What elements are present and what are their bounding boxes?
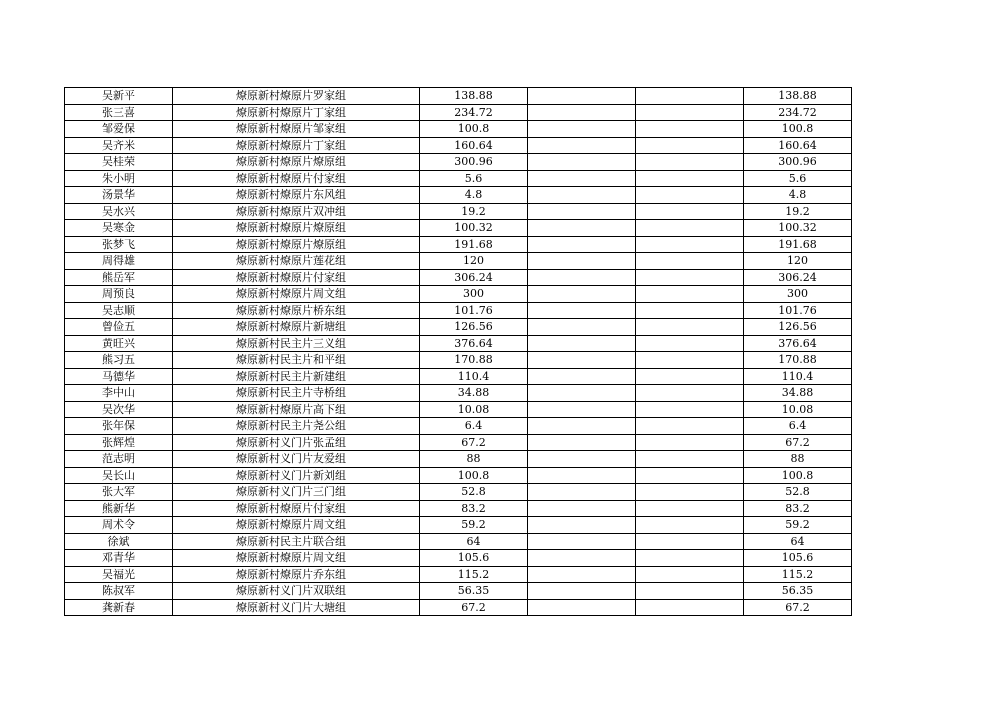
total-cell: 376.64 bbox=[744, 335, 852, 352]
empty-cell bbox=[636, 566, 744, 583]
area-cell: 燎原新村民主片和平组 bbox=[173, 352, 420, 369]
amount-cell: 88 bbox=[420, 451, 528, 468]
area-cell: 燎原新村燎原片东风组 bbox=[173, 187, 420, 204]
amount-cell: 5.6 bbox=[420, 170, 528, 187]
empty-cell bbox=[528, 286, 636, 303]
table-row bbox=[65, 418, 852, 435]
name-cell: 张年保 bbox=[65, 418, 173, 435]
empty-cell bbox=[528, 434, 636, 451]
empty-cell bbox=[636, 484, 744, 501]
empty-cell bbox=[528, 170, 636, 187]
empty-cell bbox=[636, 467, 744, 484]
empty-cell bbox=[636, 220, 744, 237]
area-cell: 燎原新村义门片张孟组 bbox=[173, 434, 420, 451]
empty-cell bbox=[636, 236, 744, 253]
name-cell: 张大军 bbox=[65, 484, 173, 501]
amount-cell: 67.2 bbox=[420, 434, 528, 451]
empty-cell bbox=[528, 566, 636, 583]
name-cell: 徐斌 bbox=[65, 533, 173, 550]
amount-cell: 110.4 bbox=[420, 368, 528, 385]
empty-cell bbox=[528, 418, 636, 435]
empty-cell bbox=[636, 401, 744, 418]
area-cell: 燎原新村燎原片桥东组 bbox=[173, 302, 420, 319]
area-cell: 燎原新村燎原片乔东组 bbox=[173, 566, 420, 583]
name-cell: 黄旺兴 bbox=[65, 335, 173, 352]
amount-cell: 19.2 bbox=[420, 203, 528, 220]
amount-cell: 306.24 bbox=[420, 269, 528, 286]
area-cell: 燎原新村燎原片燎原组 bbox=[173, 154, 420, 171]
total-cell: 88 bbox=[744, 451, 852, 468]
empty-cell bbox=[528, 451, 636, 468]
empty-cell bbox=[528, 121, 636, 138]
area-cell: 燎原新村民主片尧公组 bbox=[173, 418, 420, 435]
table-row bbox=[65, 203, 852, 220]
total-cell: 126.56 bbox=[744, 319, 852, 336]
empty-cell bbox=[528, 269, 636, 286]
total-cell: 6.4 bbox=[744, 418, 852, 435]
total-cell: 100.32 bbox=[744, 220, 852, 237]
empty-cell bbox=[528, 220, 636, 237]
empty-cell bbox=[528, 517, 636, 534]
amount-cell: 6.4 bbox=[420, 418, 528, 435]
area-cell: 燎原新村义门片友爱组 bbox=[173, 451, 420, 468]
area-cell: 燎原新村燎原片莲花组 bbox=[173, 253, 420, 270]
name-cell: 吴志顺 bbox=[65, 302, 173, 319]
name-cell: 熊岳军 bbox=[65, 269, 173, 286]
name-cell: 吴次华 bbox=[65, 401, 173, 418]
empty-cell bbox=[528, 236, 636, 253]
amount-cell: 300 bbox=[420, 286, 528, 303]
table-row bbox=[65, 500, 852, 517]
empty-cell bbox=[636, 434, 744, 451]
amount-cell: 138.88 bbox=[420, 88, 528, 105]
table-row bbox=[65, 484, 852, 501]
total-cell: 34.88 bbox=[744, 385, 852, 402]
total-cell: 160.64 bbox=[744, 137, 852, 154]
area-cell: 燎原新村燎原片付家组 bbox=[173, 500, 420, 517]
empty-cell bbox=[636, 302, 744, 319]
table-row bbox=[65, 517, 852, 534]
name-cell: 张三喜 bbox=[65, 104, 173, 121]
amount-cell: 101.76 bbox=[420, 302, 528, 319]
name-cell: 吴福光 bbox=[65, 566, 173, 583]
area-cell: 燎原新村燎原片周文组 bbox=[173, 550, 420, 567]
name-cell: 范志明 bbox=[65, 451, 173, 468]
empty-cell bbox=[528, 401, 636, 418]
area-cell: 燎原新村民主片寺桥组 bbox=[173, 385, 420, 402]
empty-cell bbox=[636, 550, 744, 567]
total-cell: 83.2 bbox=[744, 500, 852, 517]
total-cell: 100.8 bbox=[744, 467, 852, 484]
table-row bbox=[65, 401, 852, 418]
area-cell: 燎原新村燎原片新塘组 bbox=[173, 319, 420, 336]
empty-cell bbox=[636, 418, 744, 435]
empty-cell bbox=[636, 88, 744, 105]
area-cell: 燎原新村燎原片周文组 bbox=[173, 286, 420, 303]
total-cell: 67.2 bbox=[744, 434, 852, 451]
total-cell: 100.8 bbox=[744, 121, 852, 138]
empty-cell bbox=[528, 583, 636, 600]
empty-cell bbox=[636, 253, 744, 270]
name-cell: 陈叔军 bbox=[65, 583, 173, 600]
table-body bbox=[65, 88, 852, 616]
empty-cell bbox=[636, 121, 744, 138]
total-cell: 19.2 bbox=[744, 203, 852, 220]
table-row bbox=[65, 154, 852, 171]
empty-cell bbox=[528, 137, 636, 154]
empty-cell bbox=[636, 385, 744, 402]
total-cell: 306.24 bbox=[744, 269, 852, 286]
amount-cell: 67.2 bbox=[420, 599, 528, 616]
total-cell: 300.96 bbox=[744, 154, 852, 171]
area-cell: 燎原新村燎原片邹家组 bbox=[173, 121, 420, 138]
amount-cell: 100.8 bbox=[420, 121, 528, 138]
empty-cell bbox=[528, 104, 636, 121]
table-row bbox=[65, 368, 852, 385]
empty-cell bbox=[528, 319, 636, 336]
name-cell: 曾俭五 bbox=[65, 319, 173, 336]
empty-cell bbox=[528, 385, 636, 402]
area-cell: 燎原新村燎原片罗家组 bbox=[173, 88, 420, 105]
area-cell: 燎原新村民主片三义组 bbox=[173, 335, 420, 352]
empty-cell bbox=[636, 352, 744, 369]
amount-cell: 120 bbox=[420, 253, 528, 270]
table-row bbox=[65, 352, 852, 369]
table-row bbox=[65, 550, 852, 567]
total-cell: 52.8 bbox=[744, 484, 852, 501]
total-cell: 191.68 bbox=[744, 236, 852, 253]
name-cell: 熊新华 bbox=[65, 500, 173, 517]
empty-cell bbox=[636, 104, 744, 121]
name-cell: 周得雄 bbox=[65, 253, 173, 270]
table-row bbox=[65, 269, 852, 286]
name-cell: 张梦飞 bbox=[65, 236, 173, 253]
empty-cell bbox=[528, 187, 636, 204]
name-cell: 汤景华 bbox=[65, 187, 173, 204]
name-cell: 邓青华 bbox=[65, 550, 173, 567]
table-row bbox=[65, 236, 852, 253]
amount-cell: 10.08 bbox=[420, 401, 528, 418]
area-cell: 燎原新村义门片大塘组 bbox=[173, 599, 420, 616]
table-row bbox=[65, 583, 852, 600]
area-cell: 燎原新村燎原片付家组 bbox=[173, 269, 420, 286]
name-cell: 张辉煌 bbox=[65, 434, 173, 451]
table-row bbox=[65, 451, 852, 468]
empty-cell bbox=[636, 137, 744, 154]
empty-cell bbox=[636, 368, 744, 385]
name-cell: 邹爱保 bbox=[65, 121, 173, 138]
total-cell: 56.35 bbox=[744, 583, 852, 600]
empty-cell bbox=[636, 583, 744, 600]
name-cell: 吴桂荣 bbox=[65, 154, 173, 171]
total-cell: 300 bbox=[744, 286, 852, 303]
amount-cell: 83.2 bbox=[420, 500, 528, 517]
table-row bbox=[65, 253, 852, 270]
empty-cell bbox=[528, 203, 636, 220]
table-row bbox=[65, 121, 852, 138]
amount-cell: 105.6 bbox=[420, 550, 528, 567]
table-row bbox=[65, 533, 852, 550]
total-cell: 4.8 bbox=[744, 187, 852, 204]
empty-cell bbox=[528, 368, 636, 385]
amount-cell: 100.32 bbox=[420, 220, 528, 237]
total-cell: 64 bbox=[744, 533, 852, 550]
total-cell: 234.72 bbox=[744, 104, 852, 121]
area-cell: 燎原新村义门片三门组 bbox=[173, 484, 420, 501]
amount-cell: 4.8 bbox=[420, 187, 528, 204]
empty-cell bbox=[636, 599, 744, 616]
empty-cell bbox=[636, 154, 744, 171]
empty-cell bbox=[528, 302, 636, 319]
area-cell: 燎原新村燎原片丁家组 bbox=[173, 104, 420, 121]
total-cell: 67.2 bbox=[744, 599, 852, 616]
table-row bbox=[65, 286, 852, 303]
table-row bbox=[65, 319, 852, 336]
empty-cell bbox=[636, 286, 744, 303]
table-row bbox=[65, 137, 852, 154]
table-row bbox=[65, 302, 852, 319]
area-cell: 燎原新村燎原片周文组 bbox=[173, 517, 420, 534]
total-cell: 115.2 bbox=[744, 566, 852, 583]
empty-cell bbox=[528, 88, 636, 105]
empty-cell bbox=[636, 187, 744, 204]
amount-cell: 64 bbox=[420, 533, 528, 550]
area-cell: 燎原新村燎原片燎原组 bbox=[173, 236, 420, 253]
amount-cell: 100.8 bbox=[420, 467, 528, 484]
total-cell: 10.08 bbox=[744, 401, 852, 418]
empty-cell bbox=[636, 335, 744, 352]
name-cell: 龚新春 bbox=[65, 599, 173, 616]
table-row bbox=[65, 220, 852, 237]
total-cell: 110.4 bbox=[744, 368, 852, 385]
name-cell: 熊习五 bbox=[65, 352, 173, 369]
total-cell: 105.6 bbox=[744, 550, 852, 567]
empty-cell bbox=[528, 467, 636, 484]
amount-cell: 376.64 bbox=[420, 335, 528, 352]
name-cell: 吴长山 bbox=[65, 467, 173, 484]
table-row bbox=[65, 104, 852, 121]
table-row bbox=[65, 88, 852, 105]
table-row bbox=[65, 170, 852, 187]
area-cell: 燎原新村燎原片丁家组 bbox=[173, 137, 420, 154]
amount-cell: 56.35 bbox=[420, 583, 528, 600]
empty-cell bbox=[528, 335, 636, 352]
area-cell: 燎原新村义门片双联组 bbox=[173, 583, 420, 600]
name-cell: 周预良 bbox=[65, 286, 173, 303]
empty-cell bbox=[528, 599, 636, 616]
table-row bbox=[65, 599, 852, 616]
amount-cell: 300.96 bbox=[420, 154, 528, 171]
area-cell: 燎原新村燎原片付家组 bbox=[173, 170, 420, 187]
amount-cell: 59.2 bbox=[420, 517, 528, 534]
empty-cell bbox=[636, 451, 744, 468]
empty-cell bbox=[528, 352, 636, 369]
empty-cell bbox=[528, 484, 636, 501]
name-cell: 吴水兴 bbox=[65, 203, 173, 220]
total-cell: 138.88 bbox=[744, 88, 852, 105]
amount-cell: 170.88 bbox=[420, 352, 528, 369]
total-cell: 120 bbox=[744, 253, 852, 270]
empty-cell bbox=[636, 500, 744, 517]
empty-cell bbox=[528, 253, 636, 270]
empty-cell bbox=[636, 203, 744, 220]
area-cell: 燎原新村民主片新建组 bbox=[173, 368, 420, 385]
amount-cell: 115.2 bbox=[420, 566, 528, 583]
empty-cell bbox=[528, 533, 636, 550]
table-row bbox=[65, 187, 852, 204]
empty-cell bbox=[528, 550, 636, 567]
empty-cell bbox=[636, 517, 744, 534]
total-cell: 59.2 bbox=[744, 517, 852, 534]
data-table bbox=[64, 87, 852, 616]
total-cell: 5.6 bbox=[744, 170, 852, 187]
amount-cell: 191.68 bbox=[420, 236, 528, 253]
name-cell: 马德华 bbox=[65, 368, 173, 385]
total-cell: 101.76 bbox=[744, 302, 852, 319]
empty-cell bbox=[636, 319, 744, 336]
table-row bbox=[65, 566, 852, 583]
empty-cell bbox=[528, 500, 636, 517]
amount-cell: 126.56 bbox=[420, 319, 528, 336]
name-cell: 吴新平 bbox=[65, 88, 173, 105]
name-cell: 李中山 bbox=[65, 385, 173, 402]
table-row bbox=[65, 335, 852, 352]
area-cell: 燎原新村燎原片高下组 bbox=[173, 401, 420, 418]
table-row bbox=[65, 385, 852, 402]
table-row bbox=[65, 434, 852, 451]
area-cell: 燎原新村燎原片燎原组 bbox=[173, 220, 420, 237]
area-cell: 燎原新村民主片联合组 bbox=[173, 533, 420, 550]
amount-cell: 52.8 bbox=[420, 484, 528, 501]
empty-cell bbox=[636, 170, 744, 187]
total-cell: 170.88 bbox=[744, 352, 852, 369]
table-row bbox=[65, 467, 852, 484]
area-cell: 燎原新村义门片新刘组 bbox=[173, 467, 420, 484]
name-cell: 周术令 bbox=[65, 517, 173, 534]
empty-cell bbox=[636, 533, 744, 550]
name-cell: 吴寒金 bbox=[65, 220, 173, 237]
amount-cell: 234.72 bbox=[420, 104, 528, 121]
amount-cell: 34.88 bbox=[420, 385, 528, 402]
name-cell: 吴齐米 bbox=[65, 137, 173, 154]
name-cell: 朱小明 bbox=[65, 170, 173, 187]
amount-cell: 160.64 bbox=[420, 137, 528, 154]
area-cell: 燎原新村燎原片双冲组 bbox=[173, 203, 420, 220]
empty-cell bbox=[636, 269, 744, 286]
empty-cell bbox=[528, 154, 636, 171]
